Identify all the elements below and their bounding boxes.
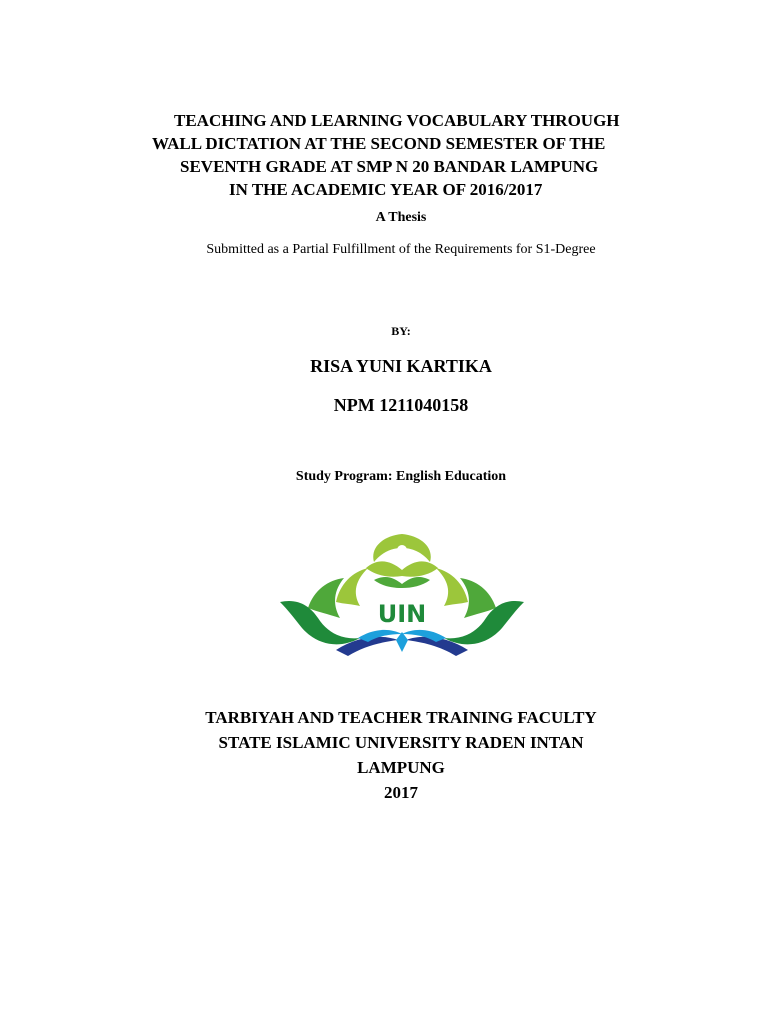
author-name: RISA YUNI KARTIKA bbox=[310, 356, 492, 376]
submission-note: Submitted as a Partial Fulfillment of the Requirements for S1-Degree bbox=[206, 242, 596, 257]
submission-year: 2017 bbox=[384, 783, 418, 802]
university-location: LAMPUNG bbox=[357, 758, 445, 777]
title-line-2: WALL DICTATION AT THE SECOND SEMESTER OF THE bbox=[152, 134, 606, 153]
university-name: STATE ISLAMIC UNIVERSITY RADEN INTAN bbox=[218, 733, 584, 752]
student-number: NPM 1211040158 bbox=[333, 395, 469, 415]
title-line-3: SEVENTH GRADE AT SMP N 20 BANDAR LAMPUNG bbox=[180, 157, 599, 176]
title-line-1: TEACHING AND LEARNING VOCABULARY THROUGH bbox=[174, 111, 620, 130]
document-type: A Thesis bbox=[375, 210, 427, 225]
faculty-name: TARBIYAH AND TEACHER TRAINING FACULTY bbox=[205, 708, 597, 727]
study-program: Study Program: English Education bbox=[295, 469, 507, 484]
uin-raden-intan-logo-icon bbox=[278, 528, 526, 662]
by-label: BY: bbox=[391, 324, 411, 338]
logo-lettering: UIN bbox=[377, 600, 427, 628]
title-line-4: IN THE ACADEMIC YEAR OF 2016/2017 bbox=[229, 180, 543, 199]
